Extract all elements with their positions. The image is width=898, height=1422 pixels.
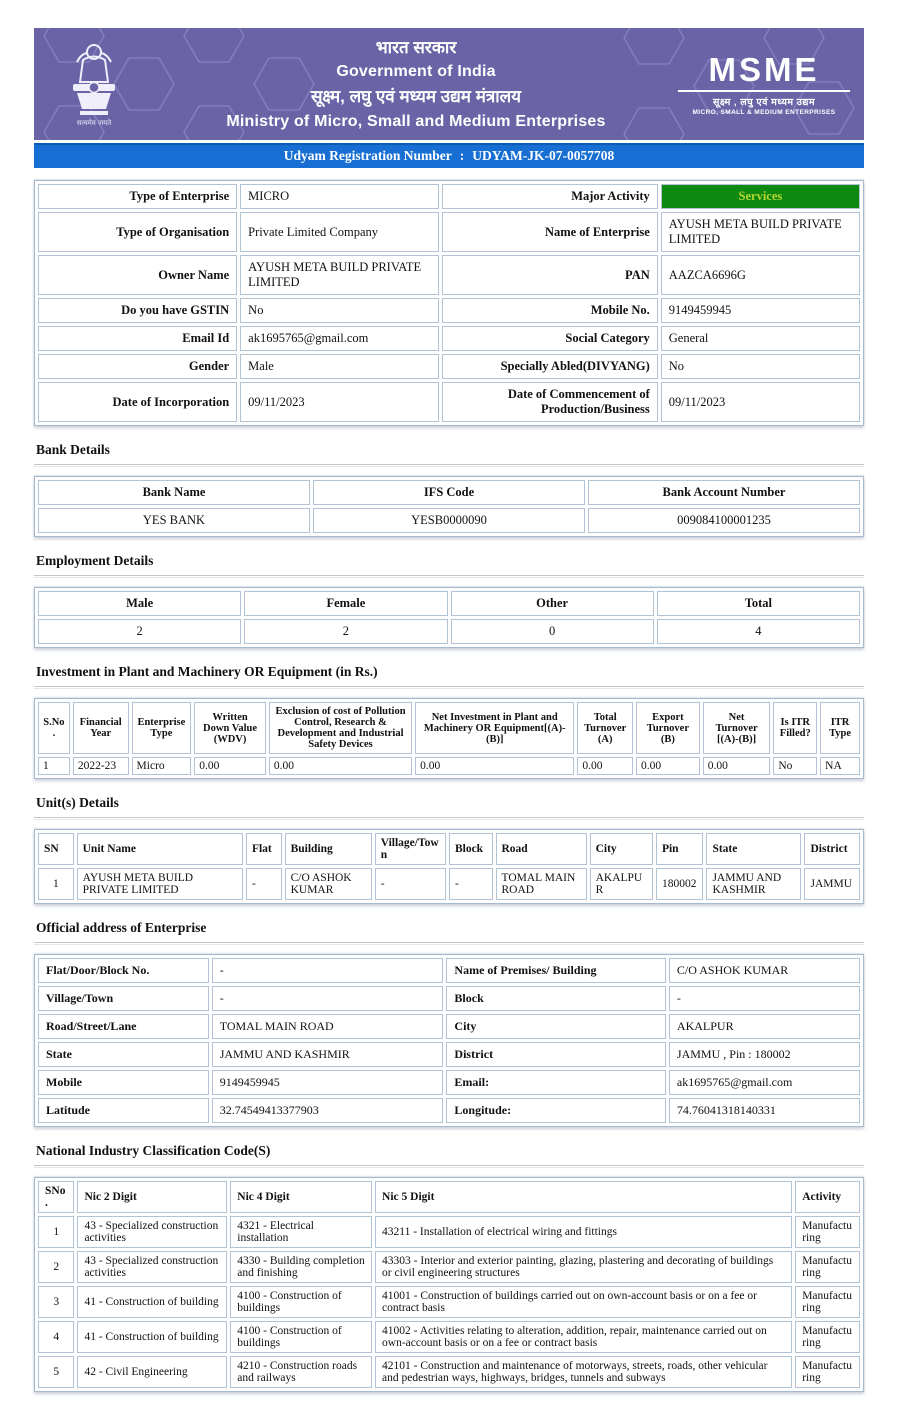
table-cell: 42 - Civil Engineering bbox=[77, 1356, 227, 1388]
field-label: Name of Enterprise bbox=[442, 212, 657, 252]
field-value: 74.76041318140331 bbox=[669, 1098, 860, 1123]
table-row bbox=[38, 382, 860, 422]
column-header: IFS Code bbox=[313, 480, 585, 505]
column-header: Other bbox=[451, 591, 654, 616]
table-row bbox=[38, 1042, 860, 1067]
table-cell: - bbox=[246, 868, 282, 900]
section-divider bbox=[34, 575, 864, 578]
column-header: SN bbox=[38, 833, 74, 865]
ministry-title-english: Ministry of Micro, Small and Medium Enterprises bbox=[226, 112, 606, 130]
table-cell: JAMMU bbox=[804, 868, 860, 900]
field-label: Email Id bbox=[38, 326, 237, 351]
column-header: SNo. bbox=[38, 1181, 74, 1213]
table-cell: Micro bbox=[132, 757, 192, 775]
registration-number: UDYAM-JK-07-0057708 bbox=[472, 148, 615, 163]
header-row bbox=[38, 591, 860, 616]
employment-details-section bbox=[34, 587, 864, 648]
table-cell: NA bbox=[820, 757, 860, 775]
table-cell: 1 bbox=[38, 757, 70, 775]
table-cell: AKALPUR bbox=[590, 868, 653, 900]
section-divider bbox=[34, 464, 864, 467]
field-value: JAMMU AND KASHMIR bbox=[212, 1042, 444, 1067]
column-header: Block bbox=[449, 833, 493, 865]
column-header: State bbox=[706, 833, 801, 865]
table-cell: 0.00 bbox=[415, 757, 574, 775]
column-header: Activity bbox=[795, 1181, 860, 1213]
registration-label: Udyam Registration Number bbox=[283, 148, 452, 163]
field-value: AKALPUR bbox=[669, 1014, 860, 1039]
table-cell: Manufacturing bbox=[795, 1321, 860, 1353]
field-label: Mobile bbox=[38, 1070, 209, 1095]
section-title-units: Unit(s) Details bbox=[36, 795, 119, 810]
header-row bbox=[38, 833, 860, 865]
table-cell: 4 bbox=[657, 619, 860, 644]
column-header: Is ITR Filled? bbox=[773, 702, 817, 754]
table-row bbox=[38, 1251, 860, 1283]
field-label: Social Category bbox=[442, 326, 657, 351]
field-value: 09/11/2023 bbox=[661, 382, 860, 422]
table-cell: - bbox=[449, 868, 493, 900]
header-row bbox=[38, 1181, 860, 1213]
table-cell: AYUSH META BUILD PRIVATE LIMITED bbox=[77, 868, 243, 900]
column-header: Nic 4 Digit bbox=[230, 1181, 372, 1213]
table-row bbox=[38, 184, 860, 209]
table-row bbox=[38, 868, 860, 900]
government-title-english: Government of India bbox=[336, 63, 496, 80]
table-cell: 41 - Construction of building bbox=[77, 1321, 227, 1353]
table-cell: 43211 - Installation of electrical wiring and fittings bbox=[375, 1216, 792, 1248]
table-cell: 41001 - Construction of buildings carried out on own-account basis or on a fee or contract basis bbox=[375, 1286, 792, 1318]
table-cell: 2 bbox=[244, 619, 447, 644]
registration-separator: : bbox=[459, 148, 465, 163]
field-value: General bbox=[661, 326, 860, 351]
table-cell: 3 bbox=[38, 1286, 74, 1318]
table-cell: 43 - Specialized construction activities bbox=[77, 1251, 227, 1283]
table-cell: 5 bbox=[38, 1356, 74, 1388]
table-row bbox=[38, 1216, 860, 1248]
table-row bbox=[38, 255, 860, 295]
field-value: TOMAL MAIN ROAD bbox=[212, 1014, 444, 1039]
field-label: Date of Incorporation bbox=[38, 382, 237, 422]
table-cell: 4100 - Construction of buildings bbox=[230, 1321, 372, 1353]
field-value: MICRO bbox=[240, 184, 439, 209]
table-cell: Manufacturing bbox=[795, 1286, 860, 1318]
table-cell: 4321 - Electrical installation bbox=[230, 1216, 372, 1248]
table-cell: 0.00 bbox=[636, 757, 700, 775]
table-row bbox=[38, 1356, 860, 1388]
table-cell: 0 bbox=[451, 619, 654, 644]
column-header: Bank Name bbox=[38, 480, 310, 505]
field-label: Road/Street/Lane bbox=[38, 1014, 209, 1039]
field-value: ak1695765@gmail.com bbox=[669, 1070, 860, 1095]
table-row bbox=[38, 757, 860, 775]
column-header: Financial Year bbox=[73, 702, 129, 754]
column-header: ITR Type bbox=[820, 702, 860, 754]
field-value: No bbox=[240, 298, 439, 323]
table-row bbox=[38, 298, 860, 323]
field-value: - bbox=[212, 958, 444, 983]
table-cell: 4330 - Building completion and finishing bbox=[230, 1251, 372, 1283]
field-label: Latitude bbox=[38, 1098, 209, 1123]
table-row bbox=[38, 986, 860, 1011]
nic-codes-table bbox=[35, 1178, 863, 1391]
field-label: Longitude: bbox=[446, 1098, 666, 1123]
header-titles bbox=[154, 35, 678, 134]
table-row bbox=[38, 1070, 860, 1095]
column-header: Female bbox=[244, 591, 447, 616]
section-title-official-address: Official address of Enterprise bbox=[36, 920, 207, 935]
section-title-investment: Investment in Plant and Machinery OR Equipment (in Rs.) bbox=[36, 664, 378, 679]
field-label: City bbox=[446, 1014, 666, 1039]
field-value: Private Limited Company bbox=[240, 212, 439, 252]
msme-logo-english-line: MICRO, SMALL & MEDIUM ENTERPRISES bbox=[692, 108, 836, 116]
table-row bbox=[38, 1286, 860, 1318]
field-label: Type of Organisation bbox=[38, 212, 237, 252]
column-header: Total Turnover (A) bbox=[577, 702, 633, 754]
field-label: Block bbox=[446, 986, 666, 1011]
header-row bbox=[38, 702, 860, 754]
table-row bbox=[38, 212, 860, 252]
emblem-block bbox=[34, 40, 154, 128]
column-header: Nic 5 Digit bbox=[375, 1181, 792, 1213]
column-header: City bbox=[590, 833, 653, 865]
section-divider bbox=[34, 942, 864, 945]
ministry-title-hindi: सूक्ष्म, लघु एवं मध्यम उद्यम मंत्रालय bbox=[310, 87, 522, 106]
field-label: PAN bbox=[442, 255, 657, 295]
table-cell: JAMMU AND KASHMIR bbox=[706, 868, 801, 900]
table-row bbox=[38, 1321, 860, 1353]
column-header: Net Investment in Plant and Machinery OR Equipment[(A)-(B)] bbox=[415, 702, 574, 754]
column-header: Total bbox=[657, 591, 860, 616]
field-value: - bbox=[212, 986, 444, 1011]
table-cell: - bbox=[375, 868, 446, 900]
table-cell: 4100 - Construction of buildings bbox=[230, 1286, 372, 1318]
field-label: Gender bbox=[38, 354, 237, 379]
table-cell: 1 bbox=[38, 1216, 74, 1248]
field-value: AAZCA6696G bbox=[661, 255, 860, 295]
section-title-bank-details: Bank Details bbox=[36, 442, 110, 457]
table-cell: 0.00 bbox=[194, 757, 266, 775]
section-title-employment-details: Employment Details bbox=[36, 553, 154, 568]
section-divider bbox=[34, 817, 864, 820]
field-value: JAMMU , Pin : 180002 bbox=[669, 1042, 860, 1067]
msme-logo bbox=[678, 50, 850, 116]
msme-logo-hindi-line: सूक्ष्म , लघु एवं मध्यम उद्यम bbox=[712, 96, 816, 108]
table-cell: No bbox=[773, 757, 817, 775]
column-header: Enterprise Type bbox=[132, 702, 192, 754]
field-label: Mobile No. bbox=[442, 298, 657, 323]
table-row bbox=[38, 1098, 860, 1123]
column-header: Net Turnover [(A)-(B)] bbox=[703, 702, 771, 754]
table-cell: TOMAL MAIN ROAD bbox=[496, 868, 587, 900]
table-cell: 2 bbox=[38, 619, 241, 644]
column-header: District bbox=[804, 833, 860, 865]
field-value: 9149459945 bbox=[212, 1070, 444, 1095]
table-row bbox=[38, 508, 860, 533]
table-cell: Manufacturing bbox=[795, 1356, 860, 1388]
column-header: Village/Town bbox=[375, 833, 446, 865]
field-value: C/O ASHOK KUMAR bbox=[669, 958, 860, 983]
field-label: Flat/Door/Block No. bbox=[38, 958, 209, 983]
india-emblem-icon bbox=[63, 40, 125, 118]
field-label: Owner Name bbox=[38, 255, 237, 295]
msme-logo-acronym: MSME bbox=[678, 53, 850, 92]
table-cell: YESB0000090 bbox=[313, 508, 585, 533]
table-cell: 43 - Specialized construction activities bbox=[77, 1216, 227, 1248]
section-divider bbox=[34, 686, 864, 689]
column-header: S.No. bbox=[38, 702, 70, 754]
field-label: Major Activity bbox=[442, 184, 657, 209]
column-header: Unit Name bbox=[77, 833, 243, 865]
field-label: State bbox=[38, 1042, 209, 1067]
enterprise-info-section bbox=[34, 180, 864, 426]
field-label: Name of Premises/ Building bbox=[446, 958, 666, 983]
official-address-table bbox=[35, 955, 863, 1126]
column-header: Bank Account Number bbox=[588, 480, 860, 505]
investment-table bbox=[35, 699, 863, 778]
field-label: Email: bbox=[446, 1070, 666, 1095]
emblem-caption: सत्यमेव जयते bbox=[76, 119, 112, 127]
table-cell: YES BANK bbox=[38, 508, 310, 533]
column-header: Nic 2 Digit bbox=[77, 1181, 227, 1213]
table-cell: 41 - Construction of building bbox=[77, 1286, 227, 1318]
table-cell: 1 bbox=[38, 868, 74, 900]
registration-bar bbox=[34, 143, 864, 168]
header-row bbox=[38, 480, 860, 505]
bank-details-table bbox=[35, 477, 863, 536]
major-activity-value: Services bbox=[661, 184, 860, 209]
table-cell: 2 bbox=[38, 1251, 74, 1283]
field-value: 9149459945 bbox=[661, 298, 860, 323]
column-header: Flat bbox=[246, 833, 282, 865]
units-section bbox=[34, 829, 864, 904]
field-label: Type of Enterprise bbox=[38, 184, 237, 209]
employment-details-table bbox=[35, 588, 863, 647]
table-cell: Manufacturing bbox=[795, 1216, 860, 1248]
table-cell: 180002 bbox=[656, 868, 704, 900]
column-header: Road bbox=[496, 833, 587, 865]
table-row bbox=[38, 958, 860, 983]
table-cell: 4210 - Construction roads and railways bbox=[230, 1356, 372, 1388]
field-value: No bbox=[661, 354, 860, 379]
field-value: AYUSH META BUILD PRIVATE LIMITED bbox=[661, 212, 860, 252]
bank-details-section bbox=[34, 476, 864, 537]
table-row bbox=[38, 1014, 860, 1039]
table-cell: 009084100001235 bbox=[588, 508, 860, 533]
field-label: District bbox=[446, 1042, 666, 1067]
column-header: Male bbox=[38, 591, 241, 616]
column-header: Written Down Value (WDV) bbox=[194, 702, 266, 754]
official-address-section bbox=[34, 954, 864, 1127]
table-cell: 4 bbox=[38, 1321, 74, 1353]
header-banner bbox=[34, 28, 864, 140]
column-header: Pin bbox=[656, 833, 704, 865]
table-cell: 0.00 bbox=[269, 757, 412, 775]
table-cell: 41002 - Activities relating to alteration, addition, repair, maintenance carried out on own-account basis or on a fee or contract basis bbox=[375, 1321, 792, 1353]
table-cell: 43303 - Interior and exterior painting, glazing, plastering and decorating of buildings or civil engineering structures bbox=[375, 1251, 792, 1283]
units-table bbox=[35, 830, 863, 903]
nic-codes-section bbox=[34, 1177, 864, 1392]
field-value: AYUSH META BUILD PRIVATE LIMITED bbox=[240, 255, 439, 295]
section-title-nic-codes: National Industry Classification Code(S) bbox=[36, 1143, 271, 1158]
investment-section bbox=[34, 698, 864, 779]
section-divider bbox=[34, 1165, 864, 1168]
field-value: 32.74549413377903 bbox=[212, 1098, 444, 1123]
table-cell: 2022-23 bbox=[73, 757, 129, 775]
column-header: Building bbox=[285, 833, 372, 865]
column-header: Exclusion of cost of Pollution Control, Research & Development and Industrial Safety Devices bbox=[269, 702, 412, 754]
table-row bbox=[38, 619, 860, 644]
table-cell: C/O ASHOK KUMAR bbox=[285, 868, 372, 900]
column-header: Export Turnover (B) bbox=[636, 702, 700, 754]
field-label: Do you have GSTIN bbox=[38, 298, 237, 323]
field-label: Date of Commencement of Production/Business bbox=[442, 382, 657, 422]
field-value: 09/11/2023 bbox=[240, 382, 439, 422]
field-label: Specially Abled(DIVYANG) bbox=[442, 354, 657, 379]
table-cell: 0.00 bbox=[703, 757, 771, 775]
field-value: - bbox=[669, 986, 860, 1011]
enterprise-info-table bbox=[35, 181, 863, 425]
table-row bbox=[38, 326, 860, 351]
field-label: Village/Town bbox=[38, 986, 209, 1011]
field-value: ak1695765@gmail.com bbox=[240, 326, 439, 351]
government-title-hindi: भारत सरकार bbox=[375, 37, 457, 57]
table-cell: 0.00 bbox=[577, 757, 633, 775]
table-row bbox=[38, 354, 860, 379]
field-value: Male bbox=[240, 354, 439, 379]
table-cell: 42101 - Construction and maintenance of motorways, streets, roads, other vehicular and pedestrian ways, highways, bridges, tunnels and subways bbox=[375, 1356, 792, 1388]
table-cell: Manufacturing bbox=[795, 1251, 860, 1283]
